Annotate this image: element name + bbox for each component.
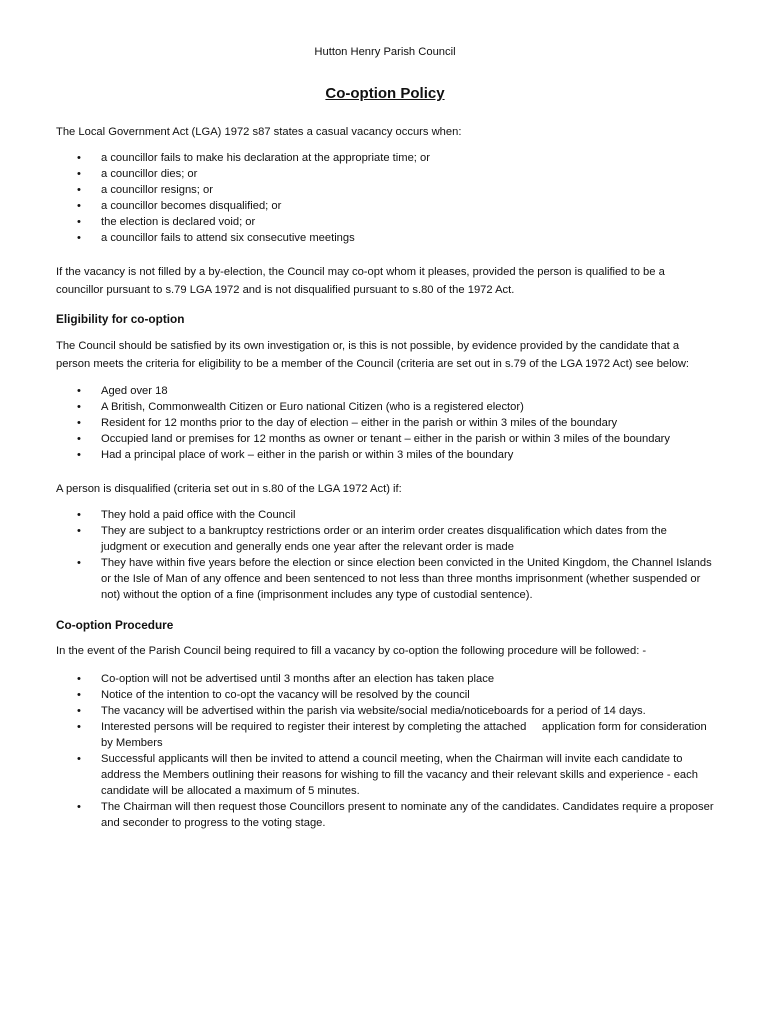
list-item: • a councillor resigns; or	[56, 182, 714, 198]
procedure-heading: Co-option Procedure	[56, 618, 174, 632]
list-item: • Interested persons will be required to register their interest by completing the attached application form for consideration by Members	[56, 719, 714, 751]
list-item: • They are subject to a bankruptcy restrictions order or an interim order creates disqualification which dates from the judgment or execution and generally ends one year after the relevant order is made	[56, 523, 714, 555]
list-item: • the election is declared void; or	[56, 214, 714, 230]
list-item: • a councillor fails to attend six consecutive meetings	[56, 230, 714, 246]
organization-name: Hutton Henry Parish Council	[314, 46, 456, 58]
list-item: • They hold a paid office with the Council	[56, 507, 714, 523]
list-item: • Had a principal place of work – either in the parish or within 3 miles of the boundary	[56, 447, 714, 463]
list-item: • Successful applicants will then be invited to attend a council meeting, when the Chairman will invite each candidate to address the Members outlining their reasons for wishing to fill the vacancy and their relevant skills and experience - each candidate will be allocated a maximum of 5 minutes.	[56, 751, 714, 799]
co-opt-paragraph: If the vacancy is not filled by a by-election, the Council may co-opt whom it pleases, provided the person is qualified to be a councillor pursuant to s.79 LGA 1972 and is not disqualified pursuant to s.80 of the 1972 Act.	[56, 266, 665, 296]
intro-paragraph: The Local Government Act (LGA) 1972 s87 states a casual vacancy occurs when:	[56, 126, 462, 138]
list-item: • Notice of the intention to co-opt the vacancy will be resolved by the council	[56, 687, 714, 703]
eligibility-heading: Eligibility for co-option	[56, 312, 185, 326]
list-item: • A British, Commonwealth Citizen or Euro national Citizen (who is a registered elector)	[56, 399, 714, 415]
list-item: • a councillor dies; or	[56, 166, 714, 182]
page-title: Co-option Policy	[325, 85, 445, 102]
list-item: • a councillor fails to make his declaration at the appropriate time; or	[56, 150, 714, 166]
list-item: • a councillor becomes disqualified; or	[56, 198, 714, 214]
list-item: • Co-option will not be advertised until 3 months after an election has taken place	[56, 671, 714, 687]
eligibility-paragraph: The Council should be satisfied by its own investigation or, is this is not possible, by evidence provided by the candidate that a person meets the criteria for eligibility to be a member of the Council (criteria are set out in s.79 of the LGA 1972 Act) see below:	[56, 340, 690, 370]
list-item: • Resident for 12 months prior to the day of election – either in the parish or within 3 miles of the boundary	[56, 415, 714, 431]
list-item: • The vacancy will be advertised within the parish via website/social media/noticeboards for a period of 14 days.	[56, 703, 714, 719]
procedure-intro: In the event of the Parish Council being required to fill a vacancy by co-option the following procedure will be followed: -	[56, 645, 647, 657]
procedure-steps-list	[56, 671, 714, 831]
list-item: • Aged over 18	[56, 383, 714, 399]
vacancy-conditions-list	[56, 150, 714, 246]
eligibility-criteria-list	[56, 383, 714, 463]
list-item: • The Chairman will then request those Councillors present to nominate any of the candidates. Candidates require a proposer and seconder to progress to the voting stage.	[56, 799, 714, 831]
disqualification-intro: A person is disqualified (criteria set out in s.80 of the LGA 1972 Act) if:	[56, 483, 402, 495]
disqualification-criteria-list	[56, 507, 714, 603]
list-item: • They have within five years before the election or since election been convicted in the United Kingdom, the Channel Islands or the Isle of Man of any offence and been sentenced to not less than three months imprisonment (whether suspended or not) without the option of a fine (imprisonment includes any type of custodial sentence).	[56, 555, 714, 603]
list-item: • Occupied land or premises for 12 months as owner or tenant – either in the parish or within 3 miles of the boundary	[56, 431, 714, 447]
